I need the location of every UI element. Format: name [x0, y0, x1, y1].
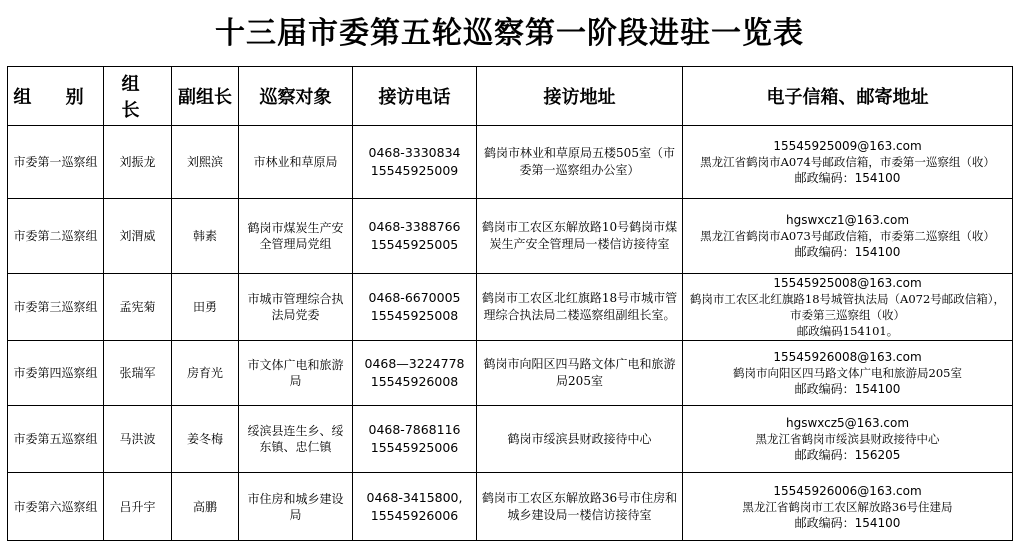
mail-cell	[683, 126, 1013, 199]
postcode-text: 邮政编码：154100	[794, 515, 901, 530]
header-phone: 接访电话	[353, 67, 477, 126]
leader-cell: 刘振龙	[104, 126, 172, 199]
deputy-cell: 高鹏	[172, 473, 239, 541]
postal-address: 鹤岗市工农区北红旗路18号城管执法局（A072号邮政信箱），市委第三巡察组（收）	[689, 292, 1006, 322]
phone-mobile: 15545925008	[370, 308, 459, 323]
table-row	[8, 406, 1013, 473]
email-text: hgswxcz5@163.com	[785, 416, 910, 430]
phone-cell	[353, 274, 477, 341]
header-address: 接访地址	[477, 67, 683, 126]
postal-address: 黑龙江省鹤岗市绥滨县财政接待中心	[755, 432, 940, 446]
header-deputy: 副组长	[172, 67, 239, 126]
postcode-text: 邮政编码：154100	[794, 171, 901, 185]
postal-address: 黑龙江省鹤岗市A073号邮政信箱，市委第二巡察组（收）	[700, 229, 995, 243]
address-cell: 鹤岗市向阳区四马路文体广电和旅游局205室	[477, 341, 683, 406]
group-cell: 市委第二巡察组	[8, 199, 104, 274]
mail-cell	[683, 341, 1013, 406]
group-cell: 市委第一巡察组	[8, 126, 104, 199]
header-group: 组 别	[8, 67, 104, 126]
mail-cell	[683, 274, 1013, 341]
phone-landline: 0468—3224778	[364, 356, 465, 371]
target-cell: 市城市管理综合执法局党委	[239, 274, 353, 341]
target-cell: 绥滨县连生乡、绥东镇、忠仁镇	[239, 406, 353, 473]
table-row	[8, 473, 1013, 541]
phone-cell	[353, 199, 477, 274]
postal-address: 黑龙江省鹤岗市A074号邮政信箱，市委第一巡察组（收）	[700, 155, 995, 169]
postcode-text: 邮政编码：154100	[794, 382, 901, 396]
postcode-text: 邮政编码154101。	[796, 324, 899, 338]
target-cell: 鹤岗市煤炭生产安全管理局党组	[239, 199, 353, 274]
email-text: 15545925008@163.com	[773, 276, 922, 290]
deputy-cell: 田勇	[172, 274, 239, 341]
email-text: 15545926006@163.com	[773, 483, 922, 498]
mail-cell	[683, 406, 1013, 473]
mail-cell	[683, 473, 1013, 541]
phone-cell	[353, 473, 477, 541]
leader-cell: 马洪波	[104, 406, 172, 473]
deputy-cell: 韩素	[172, 199, 239, 274]
phone-landline: 0468-3415800,	[366, 489, 463, 505]
postcode-text: 邮政编码：156205	[794, 448, 901, 462]
leader-cell: 吕升宇	[104, 473, 172, 541]
deputy-cell: 房育光	[172, 341, 239, 406]
address-cell: 鹤岗市绥滨县财政接待中心	[477, 406, 683, 473]
table-row	[8, 199, 1013, 274]
deputy-cell: 刘熙滨	[172, 126, 239, 199]
page-title: 十三届市委第五轮巡察第一阶段进驻一览表	[215, 16, 804, 51]
address-cell: 鹤岗市工农区东解放路10号鹤岗市煤炭生产安全管理局一楼信访接待室	[477, 199, 683, 274]
address-cell: 鹤岗市工农区北红旗路18号市城市管理综合执法局二楼巡察组副组长室。	[477, 274, 683, 341]
target-cell: 市林业和草原局	[239, 126, 353, 199]
group-cell: 市委第六巡察组	[8, 473, 104, 541]
group-cell: 市委第四巡察组	[8, 341, 104, 406]
address-cell: 鹤岗市林业和草原局五楼505室（市委第一巡察组办公室）	[477, 126, 683, 199]
email-text: hgswxcz1@163.com	[785, 213, 910, 227]
deputy-cell: 姜冬梅	[172, 406, 239, 473]
phone-landline: 0468-6670005	[368, 290, 461, 305]
address-cell: 鹤岗市工农区东解放路36号市住房和城乡建设局一楼信访接待室	[477, 473, 683, 541]
postcode-text: 邮政编码：154100	[794, 245, 901, 259]
group-cell: 市委第三巡察组	[8, 274, 104, 341]
leader-cell: 刘渭威	[104, 199, 172, 274]
phone-mobile: 15545925009	[370, 163, 459, 178]
phone-landline: 0468-3330834	[368, 145, 461, 160]
target-cell: 市住房和城乡建设局	[239, 473, 353, 541]
email-text: 15545925009@163.com	[773, 139, 922, 153]
phone-mobile: 15545926006	[370, 507, 459, 523]
header-row	[8, 67, 1013, 126]
inspection-table	[7, 66, 1013, 541]
phone-cell	[353, 341, 477, 406]
table-row	[8, 274, 1013, 341]
table-row	[8, 341, 1013, 406]
phone-cell	[353, 126, 477, 199]
email-text: 15545926008@163.com	[773, 350, 922, 364]
postal-address: 鹤岗市向阳区四马路文体广电和旅游局205室	[733, 366, 962, 380]
header-mail: 电子信箱、邮寄地址	[683, 67, 1013, 126]
phone-landline: 0468-3388766	[368, 219, 461, 234]
table-row	[8, 126, 1013, 199]
header-leader: 组 长	[104, 67, 172, 126]
leader-cell: 孟宪菊	[104, 274, 172, 341]
group-cell: 市委第五巡察组	[8, 406, 104, 473]
phone-mobile: 15545925005	[370, 237, 459, 252]
mail-cell	[683, 199, 1013, 274]
phone-cell	[353, 406, 477, 473]
phone-landline: 0468-7868116	[368, 422, 461, 437]
leader-cell: 张瑞军	[104, 341, 172, 406]
phone-mobile: 15545925006	[370, 440, 459, 455]
target-cell: 市文体广电和旅游局	[239, 341, 353, 406]
postal-address: 黑龙江省鹤岗市工农区解放路36号住建局	[742, 499, 953, 514]
phone-mobile: 15545926008	[370, 374, 459, 389]
header-target: 巡察对象	[239, 67, 353, 126]
